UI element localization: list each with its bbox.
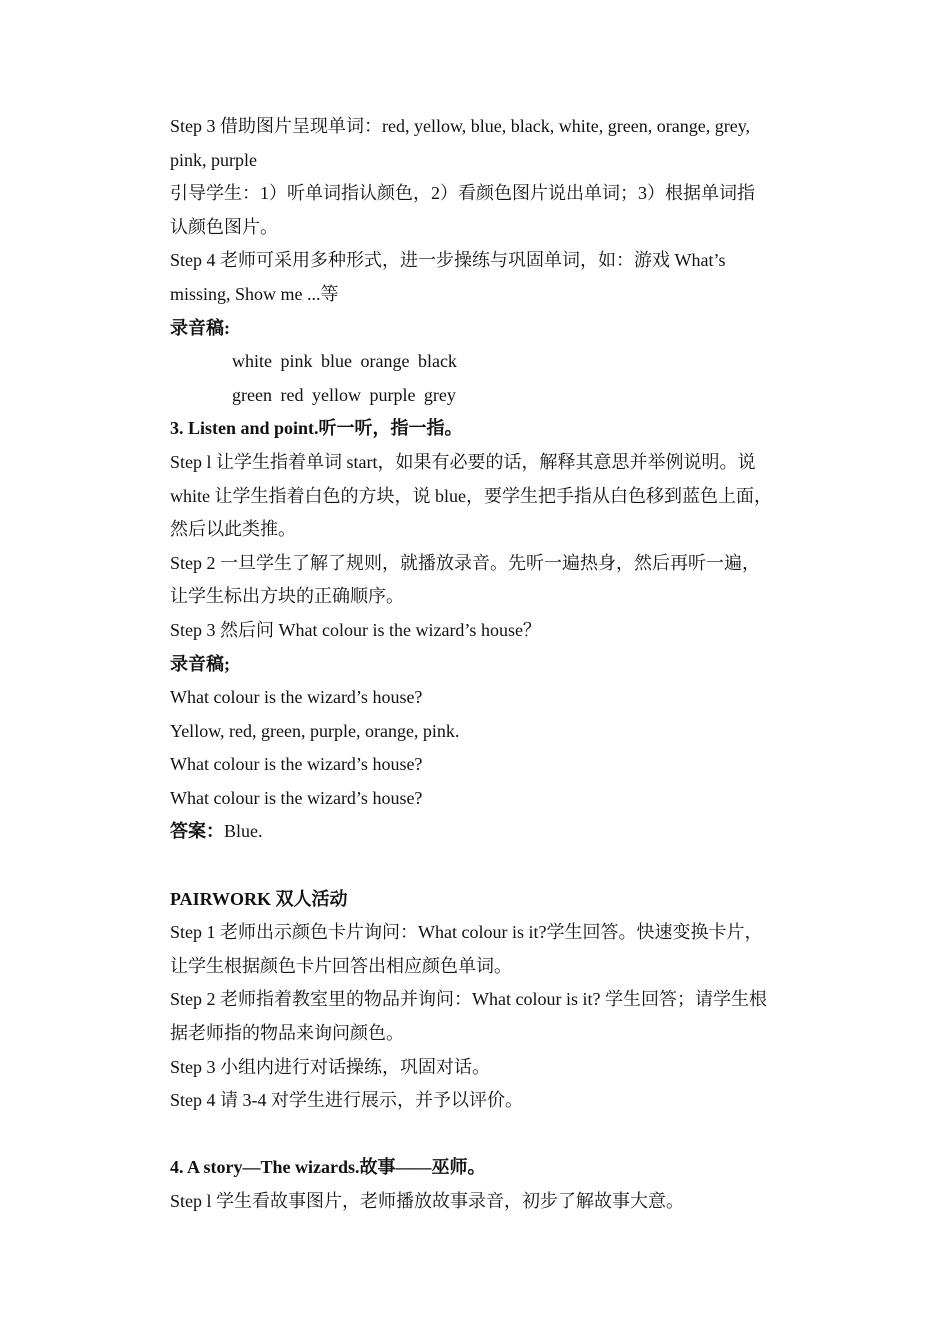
section2-script-words-2: green red yellow purple grey (232, 384, 456, 405)
section3-script-heading: 录音稿; (170, 653, 230, 674)
section3-step1-line3: 然后以此类推。 (170, 519, 296, 540)
section3-script-line: What colour is the wizard’s house? (170, 787, 423, 808)
section2-script-words-1: white pink blue orange black (232, 351, 457, 372)
pairwork-heading: PAIRWORK 双人活动 (170, 888, 348, 909)
section3-script-line: What colour is the wizard’s house? (170, 687, 423, 708)
section2-guide-line2: 认颜色图片。 (170, 216, 278, 237)
section2-step3-line1: Step 3 借助图片呈现单词：red, yellow, blue, black, white, green, orange, grey, (170, 116, 751, 136)
section2-step4-line1: Step 4 老师可采用多种形式，进一步操练与巩固单词，如：游戏 What’s (170, 250, 726, 271)
spacer (170, 849, 810, 883)
pairwork-step2-line1: Step 2 老师指着教室里的物品并询问：What colour is it? 学生回答；请学生根 (170, 989, 767, 1010)
section3-heading: 3. Listen and point.听一听，指一指。 (170, 418, 463, 439)
section4-heading: 4. A story—The wizards.故事——巫师。 (170, 1157, 486, 1178)
pairwork-step1-line1: Step 1 老师出示颜色卡片询问：What colour is it?学生回答。快速变换卡片， (170, 922, 763, 943)
section2-step4-line2: missing, Show me ...等 (170, 283, 339, 304)
pairwork-step2-line2: 据老师指的物品来询问颜色。 (170, 1023, 404, 1044)
section3-script-line: What colour is the wizard’s house? (170, 754, 423, 775)
spacer (170, 1118, 810, 1152)
answer-label: 答案： (170, 821, 224, 842)
answer-value: Blue. (224, 821, 263, 842)
pairwork-step3-line: Step 3 小组内进行对话操练，巩固对话。 (170, 1056, 490, 1077)
pairwork-step4-line: Step 4 请 3-4 对学生进行展示，并予以评价。 (170, 1090, 523, 1111)
section2-step3-line2: pink, purple (170, 149, 257, 170)
section4-step1-line: Step l 学生看故事图片，老师播放故事录音，初步了解故事大意。 (170, 1191, 684, 1211)
section2-script-heading: 录音稿: (170, 317, 230, 338)
section3-script-line: Yellow, red, green, purple, orange, pink. (170, 720, 460, 741)
document-page (170, 110, 810, 1219)
section3-step1-line2: white 让学生指着白色的方块，说 blue，要学生把手指从白色移到蓝色上面， (170, 485, 772, 506)
section2-guide-line1: 引导学生：1）听单词指认颜色，2）看颜色图片说出单词；3）根据单词指 (170, 183, 755, 204)
pairwork-step1-line2: 让学生根据颜色卡片回答出相应颜色单词。 (170, 955, 512, 976)
section3-step1-line1: Step l 让学生指着单词 start，如果有必要的话，解释其意思并举例说明。说 (170, 451, 756, 472)
section3-step3-line: Step 3 然后问 What colour is the wizard’s house？ (170, 619, 541, 640)
section3-step2-line2: 让学生标出方块的正确顺序。 (170, 586, 404, 607)
section3-answer (170, 815, 810, 849)
section3-step2-line1: Step 2 一旦学生了解了规则，就播放录音。先听一遍热身，然后再听一遍， (170, 552, 760, 573)
